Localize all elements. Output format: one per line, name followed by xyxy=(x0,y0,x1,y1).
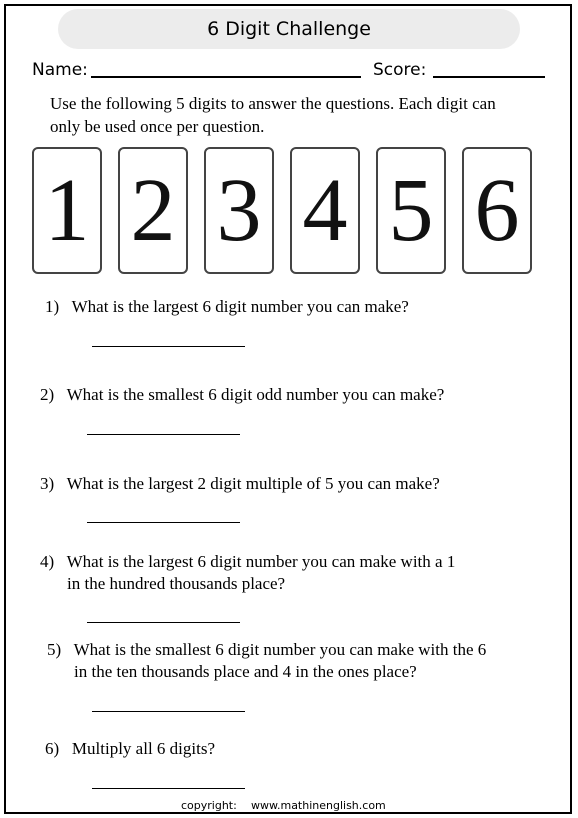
question-4 xyxy=(40,551,455,595)
score-label: Score: xyxy=(373,60,427,80)
name-label: Name: xyxy=(32,60,88,80)
question-1 xyxy=(45,296,409,318)
question-6 xyxy=(45,738,215,760)
question-number: 1) xyxy=(45,297,60,316)
question-3 xyxy=(40,473,440,495)
digit-card-2: 2 xyxy=(118,147,188,274)
question-number: 6) xyxy=(45,739,60,758)
digit-card-4: 4 xyxy=(290,147,360,274)
question-text-line-2: in the ten thousands place and 4 in the ones place? xyxy=(74,662,417,681)
copyright-label: copyright: xyxy=(181,799,237,812)
website-link[interactable]: www.mathinenglish.com xyxy=(251,799,386,812)
answer-line-5[interactable] xyxy=(92,711,245,712)
name-line[interactable] xyxy=(91,76,361,78)
score-line[interactable] xyxy=(433,76,545,78)
question-2 xyxy=(40,384,444,406)
instructions-line-2: only be used once per question. xyxy=(50,117,265,136)
answer-line-2[interactable] xyxy=(87,434,240,435)
digit-card-5: 5 xyxy=(376,147,446,274)
answer-line-3[interactable] xyxy=(87,522,240,523)
question-text: Multiply all 6 digits? xyxy=(71,739,216,758)
instructions-line-1: Use the following 5 digits to answer the questions. Each digit can xyxy=(50,94,496,113)
answer-line-1[interactable] xyxy=(92,346,245,347)
instructions xyxy=(50,92,540,138)
question-number: 5) xyxy=(47,640,62,659)
question-5 xyxy=(47,639,486,683)
question-number: 3) xyxy=(40,474,55,493)
digit-card-1: 1 xyxy=(32,147,102,274)
digit-card-6: 6 xyxy=(462,147,532,274)
question-text: What is the largest 6 digit number you can make? xyxy=(71,297,409,316)
question-text: What is the largest 6 digit number you can make with a 1 xyxy=(66,552,456,571)
digit-card-3: 3 xyxy=(204,147,274,274)
question-text: What is the smallest 6 digit number you can make with the 6 xyxy=(73,640,487,659)
answer-line-6[interactable] xyxy=(92,788,245,789)
worksheet-title: 6 Digit Challenge xyxy=(58,9,520,49)
question-text-line-2: in the hundred thousands place? xyxy=(67,574,286,593)
question-text: What is the largest 2 digit multiple of 5 you can make? xyxy=(66,474,440,493)
question-number: 4) xyxy=(40,552,55,571)
question-text: What is the smallest 6 digit odd number you can make? xyxy=(66,385,445,404)
answer-line-4[interactable] xyxy=(87,622,240,623)
question-number: 2) xyxy=(40,385,55,404)
